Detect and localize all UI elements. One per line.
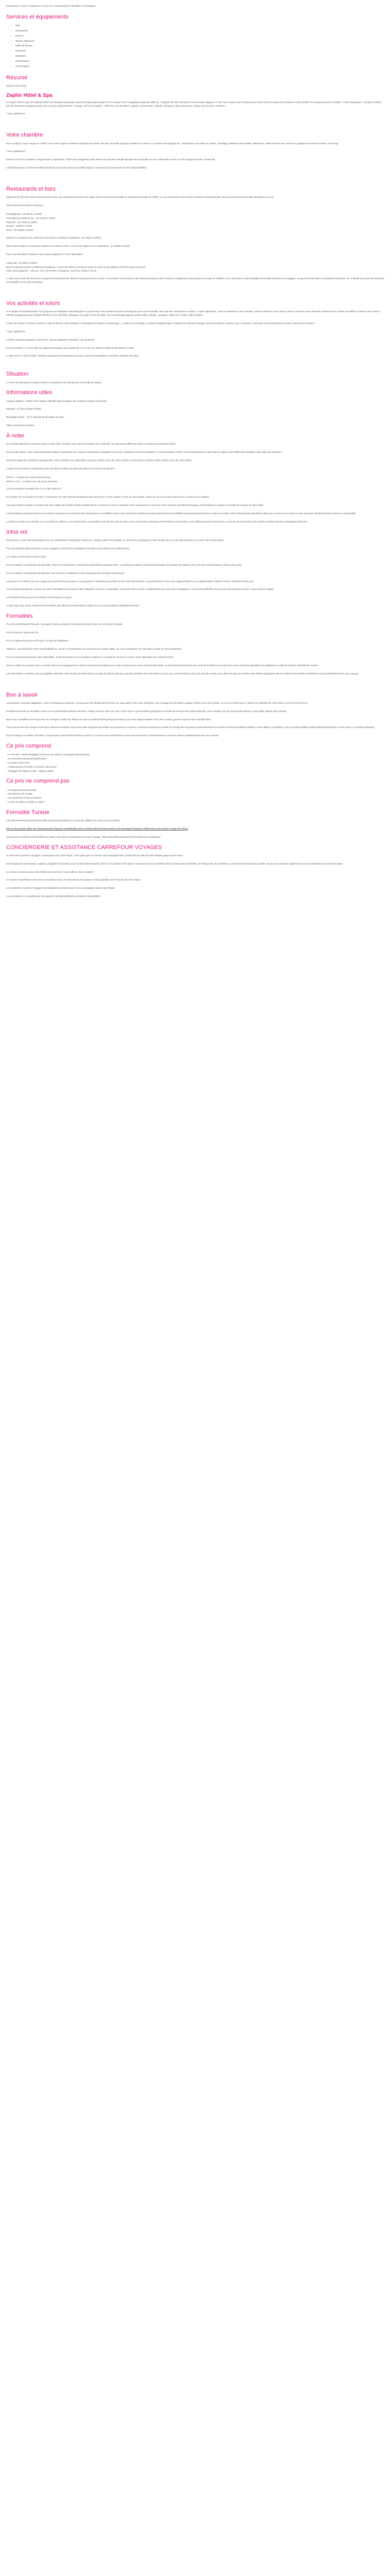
activites-p5: Pour les enfants : un mini-club est également proposé aux enfants de 4 à 12 ans, de 10h00 à 12h00 et de 15h00 à 17h00.	[6, 346, 135, 349]
chambre-title: Votre chambre	[6, 132, 43, 139]
services-list	[6, 24, 385, 69]
conciergerie-p2: Notre équipe de conciergerie, experte, polyglotte et humaine, joue un rôle d'intermédiaire 24h/24 7j/7 pendant votre séjour. Nous pouvons vous assister dans la réservation d'activités, de restaurants, de transferts, ou toute autre demande ponctuelle. Nous vous assistons également en cas de problème rencontré sur place.	[6, 862, 344, 865]
anoter-p4: À partir du 01/11/23 le montant de la taxe de séjour à régler sur place (à partir de 12 ans) est le suivant :	[6, 467, 116, 470]
anoter-p3: Selon les règles de l'hôtellerie internationale, votre chambre sera disponible à partir de 14h00 le jour de votre arrivée et vous devrez la libérer avant 12h00 le jour de votre départ.	[6, 459, 192, 462]
formalites-p1: Pour les ressortissants français : passeport valide au moins 3 mois après la date retour sur le territoire français.	[6, 623, 123, 626]
service-item: • Hammam	[15, 49, 385, 54]
taxe-list	[6, 476, 385, 484]
conciergerie-p4: Un numéro d'assistance vous sera communiqué avec vos documents de voyage et reste joignable toute la durée de votre séjour.	[6, 878, 141, 882]
situation-title: Situation	[6, 371, 28, 378]
prix-ne-comprend-list	[6, 788, 385, 804]
conciergerie-p3: Ce service est inclus dans votre forfait sans surcoût, il vous suffit de nous contacter.	[6, 870, 94, 873]
service-item: • Conciergerie	[15, 64, 385, 70]
meal-hour: Petit déjeuner : de 06h30 à 10h00	[6, 213, 42, 216]
formalites-p3: Pour un séjour de plus de trois mois, un visa est obligatoire.	[6, 639, 69, 642]
service-item: • Piscine intérieure	[15, 39, 385, 44]
resume-title: Résumé	[6, 74, 27, 81]
bonasavoir-p5: Pour les séjours et visites culturelles, certains sites peuvent être fermés au public ou soumis à des restrictions en raison de rénovations, d'événements ou d'autres raisons indépendantes de notre volonté.	[6, 734, 219, 737]
anoter-p7: Il se peut selon les dates ou moment de votre départ de Tunisie d'avoir possible de les convertir en euros à l'aéroport mais uniquement si vous avez bien conservé les billets de banque et les tickets de change ou le ticket de change de votre hôtel.	[6, 504, 264, 507]
hotel-title: Zephir Hôtel & Spa	[6, 92, 53, 98]
prix-ne-comprend-item: - Les dépenses personnelles	[6, 788, 37, 791]
infovol-title: Infos vol	[6, 529, 27, 535]
bars-list	[6, 261, 385, 273]
infovol-p4: Pour les séjours à destination de Monastir, Tozeur et Hammamet, le terminal et département passent selon. Le terminal de départ d'arrivée de Monastir, les horaires de départ et les vols sont communiqués au bas ou peu près.	[6, 563, 242, 566]
bar-item: Lobby Bar : de 9h00 à 23h00	[6, 261, 37, 264]
prix-comprend-item: - Les taxes aériennes*	[6, 761, 30, 764]
formalites-p4: Attention, nous déclinons toute responsabilité en cas de non-possession du document de voyage valide, qui vous renseignera de vive dans le pays de votre destination.	[6, 648, 183, 650]
infovol-p1: Nous avons à cœur des partenariats avec de nombreuses compagnies aériennes. Lorsque celle-sera possible, le choix de la compagnie et des horaires de vol vous sera proposé au moment de la réservation.	[6, 539, 224, 542]
bar-item: Bar de la piscine (selon conditions climatiques) : ouvert de 10h00 à minuit du 15/04 au 31/10 et de 10h00 à 17h00 du 16/10 au 31/10	[6, 265, 145, 268]
formalites-title: Formalités	[6, 613, 33, 620]
hotel-note: *Avec supplément	[6, 112, 25, 115]
prix-comprend-item: - Les transferts aéroport/hôtel/aéroport	[6, 757, 47, 760]
anoter-p1: Un transfert aller/retour est prévu jusqu'à votre hôtel. Veuillez noter que les transferts sont collectifs. Ils regroupent différents clients et desservent plusieurs hôtels.	[6, 443, 176, 446]
bonasavoir-p4: Vous pouvez faire du change à l'aéroport, dans les banques, mais aussi dans la plupart des hôtels qui proposent ce service. Conservez toujours les tickets de change afin de pouvoir éventuellement reconvertir les dinars tunisiens restants à votre départ. Cependant, cela n'est pas possible systématiquement (surtout si vous avez un montant important).	[6, 726, 375, 729]
prix-ne-comprend-title: Ce prix ne comprend pas	[6, 778, 70, 785]
activites-title: Vos activités et loisirs	[6, 300, 60, 307]
restaurants-theme: Dîner servi à table au restaurant à thème du 01/05 au 31/10, une fois par séjour et sur réservation : de 19h00 à 21h30	[6, 244, 130, 247]
service-item: • Wifi	[15, 24, 385, 29]
chambre-pmr: L'hôtel dispose de 2 chambres PMR standards vue jardin pouvant accueillir jusqu'à 3 personnes (sur demande et selon disponibilités).	[6, 166, 147, 170]
meal-hour: Déjeuner : de 12h30 à 14h30	[6, 221, 37, 224]
service-item: • Restaurant	[15, 29, 385, 34]
taxe-item: Hôtel 4* et 5* : 12 dinars par nuit et par personne	[6, 480, 58, 483]
prix-comprend-list	[6, 753, 385, 773]
infovol-p8: Les horaires retour pourront vous être communiqués sur place.	[6, 596, 73, 599]
prix-ne-comprend-item: - La taxe de séjour à régler sur place	[6, 800, 45, 803]
infovol-p7: Les horaires proposés au moment de votre réservation sont donnés à titre indicatif et sont non contractuels. Ils peuvent être soumis à modifications de la part des compagnies. Les horaires définitifs vous seront communiqués environ 7 jours avant le départ.	[6, 588, 274, 591]
formalites-p6: Dans le cadre d'un voyage avec un enfant mineur (ou voyageant d'un seul de ses parents uniquement ou par le parent qui n'a pas l'autorité parentale), un document d'autorisation de sortie de territoire et la copie de la carte du parent signataire est obligatoire en plus de la pièce d'identité de l'enfant.	[6, 664, 319, 667]
infovol-p6: La premier et le dernier jour du voyage sont consacrés au transport. La programme n'importe pas la limite ou les choix des horaires, il se pourrait être connu pour réglementation ou un départ tardif, n'étant du retour matinal le dernier jour.	[6, 580, 254, 583]
resume-text: Résumé du produit	[6, 84, 26, 87]
formalites-p5: Pour les ressortissants d'une autre nationalité : il est nécessaire de se renseigner auprès du consulat de Tunisie en France et de nationalité d'un transit de bord.	[6, 655, 174, 658]
anoter-p2: Durant votre séjour, votre représentant francophone organisera une réunion d'information à laquelle nous vous conseillons vivement d'assister. Il vous présentera l'hôtel, ses fonctionnements, mais aussi la région et les différentes activités à faire dans les alentours.	[6, 451, 283, 454]
infos-title: Informations utiles	[6, 389, 53, 396]
formalites-p7: Les informations ci-dessus sont susceptibles d'évoluer entre la date de réservation et la date de départ ainsi que Mondial Tourisme n'en soit informé. Nous vous recommandons donc de consulter avant votre départ le site du ministère des Affaires étrangères afin de vérifier les formalités nécessaires à l'accomplissement de votre voyage.	[6, 672, 359, 675]
infos-office: Office du tourisme tunisien	[6, 424, 35, 427]
bonasavoir-p1: La puissance mais pas obligatoire, mais il est largement répandu. Si vous avez été satisfait des services de votre guide et de votre chauffeur, il est d'usage de leur laisser quelque chose à la fin de la visite, il en va de même pour le femme de chambre de votre hôtel ou encore les serveurs.	[6, 701, 308, 704]
activites-p6: À noter qu'en ce de la météo, certaines équipements extérieurs peuvent ne pas être praticables et certaines activités annulées.	[6, 354, 140, 358]
meal-hours-list	[6, 212, 385, 232]
bar-item: Café maure (payant) : café turc, thé à la menthe et beignets, ouvert de 16h00 à minuit	[6, 269, 96, 273]
anoter-title: À noter	[6, 433, 25, 439]
conciergerie-title: CONCIERGERIE ET ASSISTANCE CARREFOUR VOYAGES	[6, 844, 162, 851]
formalite-tunisie-p1: Les ressortissants français doivent être munis d'un passeport en cours de validité pour entrer sur le territoire.	[6, 819, 120, 822]
formalite-tunisie-title: Formalité Tunisie	[6, 809, 50, 816]
services-title: Services et équipements	[6, 13, 69, 20]
chambre-triple: Dans le cas d'une chambre à usage triple ou quadruple, l'hôtel met à disposition des clients une chambre double équipée d'un lit double (ou de 2 petits lits) et d'un ou 2 lits d'appoints (sofa, canapé-lit).	[6, 158, 216, 161]
service-item: • Piscine	[15, 34, 385, 39]
prix-ne-comprend-item: - Les assurances voyage	[6, 792, 33, 795]
restaurants-bbq: Déjeuner au barbecue du 15/05 au 31/10 selon conditions climatiques : de 12h30 à 15h00.	[6, 236, 102, 240]
infos-monnaie: Monnaie : le dinar tunisien (TND).	[6, 408, 42, 411]
prix-comprend-item: - Le Vol Aller / Retour (bagages inclus ou non selon la compagnie sélectionnée)	[6, 753, 90, 756]
infos-decalage: Décalage horaire : -1h en été pas de décalage en hiver	[6, 416, 64, 419]
chambre-desc: Pour un séjour sous le signe du confort, vous serez logé en chambre standard vue jardin, elle peut accueillir jusqu'à 3 adultes et 1 enfant. La chambre est équipée de : climatisation (du 15/06 au 15/09), chauffage, télévision par satellite, téléphone*, salle de bains avec douche ou baignoire et sèche-cheveux, mini-frigo.	[6, 142, 339, 145]
anoter-p8: Les prestations proposées dans nos brochures peuvent à tout moment être suspendues ou modifiées suite à des restrictions sanitaires qui pourraient imposer les différents gouvernements dans le cadre de la lutte contre d'éventuelles pandémies telle que le Covid-19 ou autres et cela sans que Mondial Tourisme soit tenu responsable.	[6, 512, 356, 515]
activites-p3: *Avec supplément	[6, 330, 25, 333]
service-item: • Salle de fitness	[15, 44, 385, 49]
infovol-p5: Pour les séjours à destination de Monastir, les annonces et départs se font uniquement de l'aéroport de Monastir.	[6, 571, 125, 574]
activites-p1: Une équipe de professionnels vous propose une animation internationale en journée avec des activités sportives et ludiques pour toute la famille, ainsi que des animations en soirée. À votre disposition : piscine extérieure à eau chauffée, piscine intérieure à eau douce, piscine couverte à eau thermale (réservée aux curistes de 09h00 à 10h30 et de 14h00 à 15h00), pataugeoire pour enfants, fitness en mer, fléchette, pétanque, mini-golf, tennis de table, tennis (éclairage payant), beach-volley, aérobic, aquagym, water-polo, beach volley, billard*.	[6, 310, 380, 316]
infovol-p3: Les repas ne sont pas compris à bord.	[6, 555, 47, 558]
meal-hour: Snacks : 15h30 à 17h30	[6, 225, 32, 228]
taxe-item: Hôtel 3* : 3 dinars par nuit et par personne	[6, 476, 51, 479]
activites-p2: Centre de remise en forme et piscine*, salle de fitness, soins thalasso, enveloppement (algues et gommage...), cabines de massage, 2 cabines d'algothérapie, 2 baignoires d'hydro-massage, douche à affusion, douche à jet, 2 saunas, 1 hammam, piscine thermale couverte, parcours bio-marins*	[6, 321, 315, 325]
situation-text: À 40 km de l'aéroport de Djerba-Zarzis et à seulement 10 minutes du centre-ville de Zarzis.	[6, 381, 102, 384]
service-item: • Balnéaire	[15, 54, 385, 59]
breadcrumb: Description Ce prix comprend / Ce prix ne comprend pas Formalités Conciergerie	[6, 5, 96, 8]
hotel-desc: Le Zephir Hôtel & Spa est implanté dans une véritable palmeraie, entouré de splendides jardins et en bordure d'une magnifique plage de sable fin. Il dispose de 536 chambres à la décoration typique. Le soir vous n'aurez que l'embarras du choix entre les restaurants à thème ou bien profiter de la grande piscine centrale. À votre disposition : réception 24h/24, prêt de serviettes de plage (caution de 10 euros), blanchisserie*, change, wifi à la réception*, coffre-fort à la réception*, galerie commerciale*, bijoutier, kiosques, salon de beauté, bureau d'excursions, médecin*.	[6, 100, 382, 107]
activites-p4: Activités sportives payantes à proximité : sports nautiques motorisés, vols équestres.	[6, 338, 95, 341]
bonasavoir-p3: Nous vous conseillons de ne pas faire le ménage la veille d'un départ au cas où certains hôtels puissent la retenir pour votre départ matinal. Pour votre confort, gardez toujours votre chambre libre.	[6, 718, 211, 721]
anoter-p5: La taxe de séjour est plafonnée à 10 nuits maximum	[6, 487, 61, 490]
meal-hour: Petit déjeuner tardif au bar : de 10h00 à 11h00	[6, 216, 55, 219]
chambre-note: *Avec supplément	[6, 150, 25, 153]
page	[0, 0, 391, 914]
formalites-p2: Vous ne pourrez partir sans lui.	[6, 631, 39, 634]
prix-comprend-title: Ce prix comprend	[6, 743, 51, 750]
infovol-p2: Pour des départs depuis la France vous voyagerez à bord de la compagnie Nouvelair (sous réserve de modifications).	[6, 547, 131, 550]
infos-langues: Langues parlées : l'arabe est la langue officielle mais la plupart des Tunisiens parlent le français.	[6, 399, 107, 402]
anoter-p9: La durée du séjour est calculée sur le nombre de nuitées et non de journées. La première et la dernière jour du séjour sont consacrés au transport international. Les arrivées ou les départs peuvent avoir lieu en cours de nuit en fonction des horaires imposés par les compagnies aériennes.	[6, 520, 308, 523]
prix-comprend-item: - L'hébergement à l'hôtel en formule "tout inclus"	[6, 765, 57, 768]
restaurants-formula: Votre formule tout inclus comprend :	[6, 204, 44, 207]
prix-comprend-item: - 1 bagage de 23kg en soute + 8kg en cabine	[6, 769, 54, 772]
formalite-tunisie-p2: Dès le 1er janvier 2023, les ressortissants français à destination de la Tunisie devront être munis d'un passeport français valide trois mois après la date de retour.	[6, 827, 188, 830]
infovol-p9: À noter que vous devez respecter les formalités des offices de l'hôtel dans le cadre d'un vol sous escale) et destinations finales.	[6, 604, 140, 607]
restaurants-note: À noter que la formule tout inclus comprend les boissons de 09h00 à minuit (service au verre). Les horaires sont donnés à titre indicatif et peuvent être soumis à modification sans préavis de la part de l'hôtelier. Il va, sans dire la responsabilité de Mondial Tourisme soit engagée. Lorsque de fruits frais, les boissons importées, les cocktails sont aussi les boissons en bouteille ne sont pas comprises.	[6, 277, 384, 283]
meal-hour: Dîner : de 19h00 à 21h30	[6, 229, 34, 232]
bonasavoir-title: Bon à savoir	[6, 691, 38, 698]
service-item: • Climatisation	[15, 59, 385, 64]
conciergerie-p1: En réservant Carrefour Voyages Conciergerie pour votre séjour, vous optez pour un service d'accompagnement complet dès la veille de votre départ jusqu'à votre retour.	[6, 854, 184, 857]
formalite-tunisie-p3[interactable]: Vous pouvez consulter les formalités de santé et de police nécessaires pour votre voyage : http://www.diplomatie.gouv.fr/fr/conseils-aux-voyageurs/	[6, 835, 161, 838]
anoter-p6: En fonction de vos horaires de vols, le restaurant de votre hôtel de destination peut être fermé à votre arrivée ou lors de votre départ. Dans ce cas nous vous invitons donc à prévoir une collation.	[6, 496, 210, 499]
prix-ne-comprend-item: - Les pourboires et les excursions	[6, 796, 42, 800]
conciergerie-p6: La conciergerie ne constitue pas une garantie de disponibilité des prestations demandées.	[6, 895, 101, 898]
restaurants-bars-intro: Pour vous désaltérer, plusieurs bars seront également à votre disposition :	[6, 252, 84, 256]
restaurants-intro: Séjourner fin gré hôtel avec la formule tout inclus, qui comprend aussi bien les repas servis sous forme de buffet au restaurant principal de l'hôtel, ou vous découvrirez des saveurs locales et internationales, ainsi que les boissons locales alcoolisées ou non.	[6, 196, 274, 199]
conciergerie-p5: Les conseillers Carrefour Voyages sont également présents pour vous accompagner avant votre départ.	[6, 887, 116, 890]
bonasavoir-p2: Pendant la période du ramadan, nous vous recommandons d'éviter de boire, manger et fumer dans les rues. Il peut arriver que les hôtels proposent un horaire de service des repas particulier. Dans certains cas, ils peuvent être fermés à tout public durant cette période.	[6, 709, 287, 713]
restaurants-title: Restaurants et bars	[6, 186, 56, 193]
